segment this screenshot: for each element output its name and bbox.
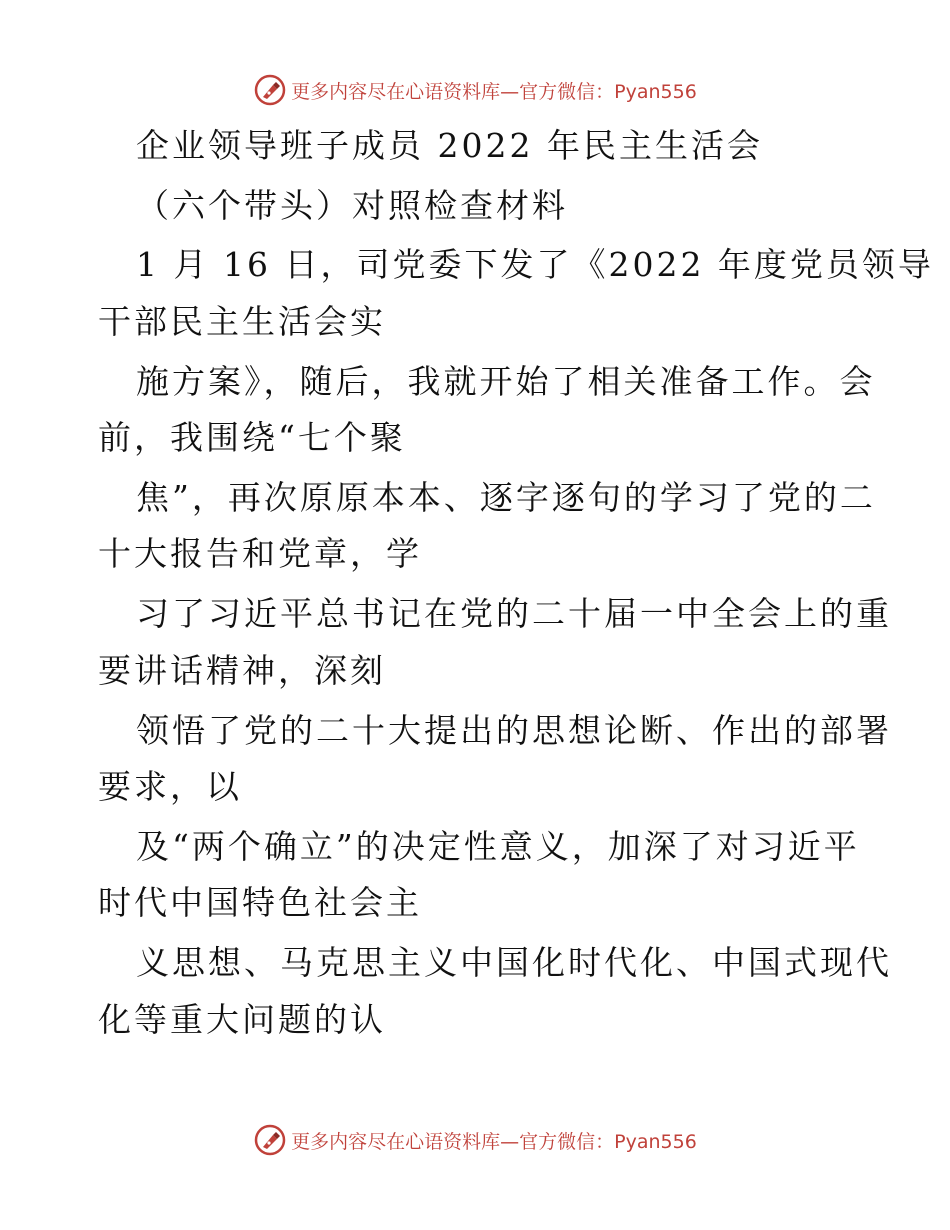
paragraph-line: 施方案》，随后，我就开始了相关准备工作。会 xyxy=(136,362,876,401)
document-title-line-2: （六个带头）对照检查材料 xyxy=(136,186,568,225)
paragraph-line: 焦”，再次原原本本、逐字逐句的学习了党的二 xyxy=(136,478,876,517)
footer-banner xyxy=(0,1120,950,1160)
paragraph-line: 时代中国特色社会主 xyxy=(98,883,422,922)
paragraph-line: 前，我围绕“七个聚 xyxy=(98,418,406,457)
paragraph-line: 要讲话精神，深刻 xyxy=(98,651,386,690)
header-banner-text: 更多内容尽在心语资料库—官方微信：Pyan556 xyxy=(291,80,697,103)
paragraph-line: 义思想、马克思主义中国化时代化、中国式现代 xyxy=(136,943,892,982)
header-banner xyxy=(0,70,950,110)
paragraph-line: 十大报告和党章，学 xyxy=(98,534,422,573)
pen-nib-logo-icon xyxy=(253,1123,287,1157)
pen-nib-logo-icon xyxy=(253,73,287,107)
footer-banner-text: 更多内容尽在心语资料库—官方微信：Pyan556 xyxy=(291,1130,697,1153)
paragraph-line: 1 月 16 日，司党委下发了《2022 年度党员领导 xyxy=(136,245,934,284)
paragraph-line: 及“两个确立”的决定性意义，加深了对习近平 xyxy=(136,827,860,866)
paragraph-line: 干部民主生活会实 xyxy=(98,302,386,341)
paragraph-line: 领悟了党的二十大提出的思想论断、作出的部署 xyxy=(136,711,892,750)
paragraph-line: 化等重大问题的认 xyxy=(98,1000,386,1039)
document-title-line-1: 企业领导班子成员 2022 年民主生活会 xyxy=(136,126,763,165)
paragraph-line: 习了习近平总书记在党的二十届一中全会上的重 xyxy=(136,594,892,633)
paragraph-line: 要求，以 xyxy=(98,767,242,806)
